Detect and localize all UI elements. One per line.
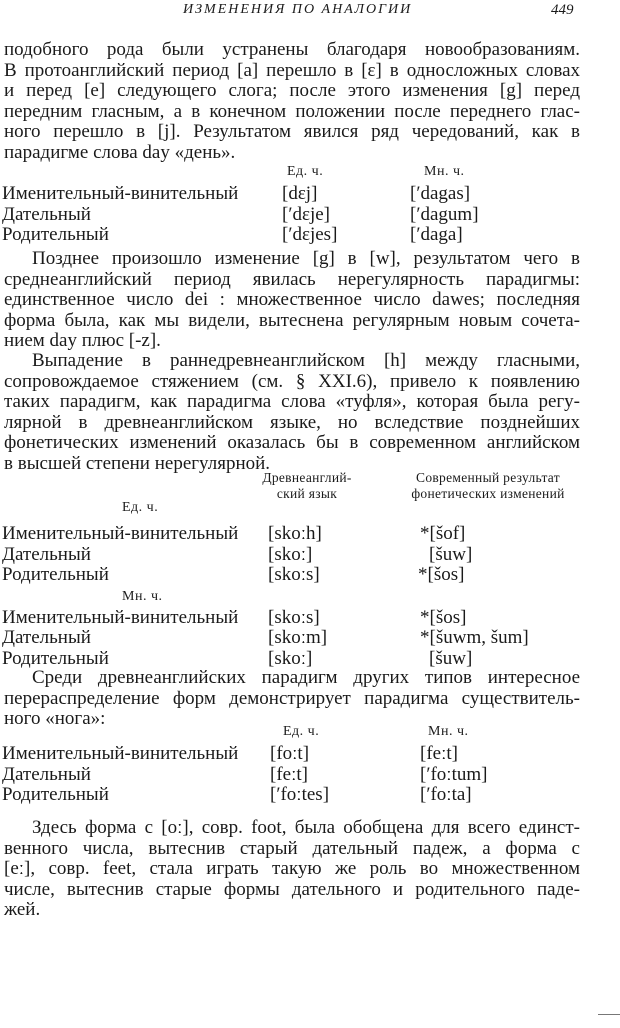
text-line: сопровождаемое стяжением (см. § XXI.6), привело к появлению <box>4 370 580 392</box>
text-line: венного числа, вытеснив старый дательный падеж, а форма с <box>4 837 580 859</box>
case-label: Родительный <box>2 647 109 669</box>
paragraph-3 <box>4 351 580 474</box>
singular-form: [dεj] <box>282 183 318 204</box>
plural-form: [ʹdagas] <box>410 183 471 204</box>
table-row <box>0 184 620 205</box>
table-row <box>0 765 620 786</box>
section-label-plural <box>0 586 620 608</box>
table-row <box>0 565 620 586</box>
paradigm-table-shoe <box>0 470 620 669</box>
modern-result-form: [šuw] <box>429 543 473 565</box>
paragraph-4 <box>4 668 580 730</box>
case-label: Дательный <box>2 203 91 225</box>
singular-form: [ʹfoːtes] <box>270 784 330 805</box>
table-row <box>0 744 620 765</box>
modern-result-form: *[šuwm, šum] <box>420 627 529 648</box>
column-header-plural: Мн. ч. <box>428 724 469 739</box>
text-line: [eː], совр. feet, стала играть такую же роль во множественном <box>4 858 580 879</box>
case-label: Именительный-винительный <box>2 523 239 544</box>
old-english-form: [skoː] <box>268 647 313 669</box>
text-line: лярной в древнеанглийском языке, но вследствие позднейших <box>4 411 580 433</box>
text-line: ного «нога»: <box>4 708 106 729</box>
text-line: Здесь форма с [oː], совр. foot, была обобщена для всего единст- <box>32 817 580 838</box>
plural-form: [feːt] <box>420 743 458 764</box>
case-label: Дательный <box>2 763 91 785</box>
singular-form: [ʹdεje] <box>282 203 331 225</box>
case-label: Дательный <box>2 627 91 648</box>
plural-form: [ʹfoːta] <box>420 784 472 805</box>
column-header-singular: Ед. ч. <box>283 724 320 739</box>
text-line: таких парадигм, как парадигма слова «туфля», которая была регу- <box>4 391 580 412</box>
text-line: В протоанглийский период [a] перешло в [ε] в односложных словах <box>4 59 580 81</box>
old-english-form: [skoːm] <box>268 627 328 648</box>
page-corner-mark <box>598 1014 620 1015</box>
table-header <box>0 722 620 744</box>
text-line: подобного рода были устранены благодаря новообразованиям. <box>4 39 580 60</box>
table-header <box>0 470 620 504</box>
table-header <box>0 162 620 184</box>
old-english-form: [skoːs] <box>268 564 320 585</box>
column-header-modern-result <box>390 470 586 502</box>
table-row <box>0 785 620 806</box>
page-number: 449 <box>551 2 574 18</box>
plural-label: Мн. ч. <box>122 588 163 604</box>
column-header-old-english <box>252 470 362 502</box>
text-line: Среди древнеанглийских парадигм других типов интересное <box>32 667 580 688</box>
column-header-plural: Мн. ч. <box>424 164 465 179</box>
header-line: фонетических изменений <box>411 486 565 501</box>
paradigm-table-foot <box>0 722 620 806</box>
header-line: Древнеанглий- <box>262 470 352 485</box>
text-line: среднеанглийский период явилась нерегулярность парадигмы: <box>4 268 580 290</box>
modern-result-form: [šuw] <box>429 647 473 669</box>
case-label: Именительный-винительный <box>2 743 239 764</box>
text-line: единственное число dei : множественное число dawes; последняя <box>4 289 580 310</box>
singular-label: Ед. ч. <box>122 500 159 515</box>
text-line: в высшей степени нерегулярной. <box>4 452 271 474</box>
case-label: Именительный-винительный <box>2 183 239 204</box>
text-line: передним гласным, а в конечном положении после переднего глас- <box>4 100 580 122</box>
text-line: нием day плюс [-z]. <box>4 330 161 351</box>
modern-result-form: *[šos] <box>418 564 465 585</box>
paragraph-5 <box>4 818 580 921</box>
old-english-form: [skoː] <box>268 543 313 565</box>
table-row <box>0 628 620 649</box>
column-header-singular: Ед. ч. <box>287 164 324 179</box>
text-line: ного перешло в [j]. Результатом явился ряд чередований, как в <box>4 121 580 142</box>
paragraph-1 <box>4 40 580 163</box>
plural-form: [ʹdaga] <box>410 224 463 245</box>
header-line: Современный результат <box>416 470 560 485</box>
page-header <box>0 2 620 24</box>
case-label: Дательный <box>2 543 91 565</box>
text-line: числе, вытеснив старые формы дательного и родительного паде- <box>4 878 580 900</box>
running-title: ИЗМЕНЕНИЯ ПО АНАЛОГИИ <box>183 2 413 17</box>
case-label: Именительный-винительный <box>2 606 239 628</box>
case-label: Родительный <box>2 564 109 585</box>
table-row <box>0 608 620 629</box>
plural-form: [ʹfoːtum] <box>420 763 488 785</box>
old-english-form: [skoːh] <box>268 523 322 544</box>
text-line: Позднее произошло изменение [g] в [w], результатом чего в <box>32 248 580 269</box>
text-line: перераспределение форм демонстрирует парадигма существитель- <box>4 687 580 709</box>
text-line: фонетических изменений оказалась бы в современном английском <box>4 432 580 453</box>
singular-form: [feːt] <box>270 763 308 785</box>
table-row <box>0 649 620 670</box>
singular-form: [foːt] <box>270 743 310 764</box>
modern-result-form: *[šos] <box>420 606 467 628</box>
paragraph-2 <box>4 249 580 352</box>
text-line: и перед [e] следующего слога; после этого изменения [g] перед <box>4 80 580 101</box>
text-line: парадигме слова day «день». <box>4 141 236 163</box>
case-label: Родительный <box>2 784 109 805</box>
paradigm-table-day <box>0 162 620 246</box>
old-english-form: [skoːs] <box>268 606 320 628</box>
case-label: Родительный <box>2 224 109 245</box>
header-line: ский язык <box>276 486 338 501</box>
table-row <box>0 545 620 566</box>
singular-form: [ʹdεjes] <box>282 224 338 245</box>
text-line: жей. <box>4 899 41 920</box>
plural-form: [ʹdagum] <box>410 203 479 225</box>
text-line: форма была, как мы видели, вытеснена регулярным новым сочета- <box>4 309 580 331</box>
table-row <box>0 205 620 226</box>
table-row <box>0 225 620 246</box>
section-label-singular <box>0 500 620 524</box>
text-line: Выпадение в раннедревнеанглийском [h] между гласными, <box>32 350 580 371</box>
table-row <box>0 524 620 545</box>
modern-result-form: *[šof] <box>420 523 466 544</box>
